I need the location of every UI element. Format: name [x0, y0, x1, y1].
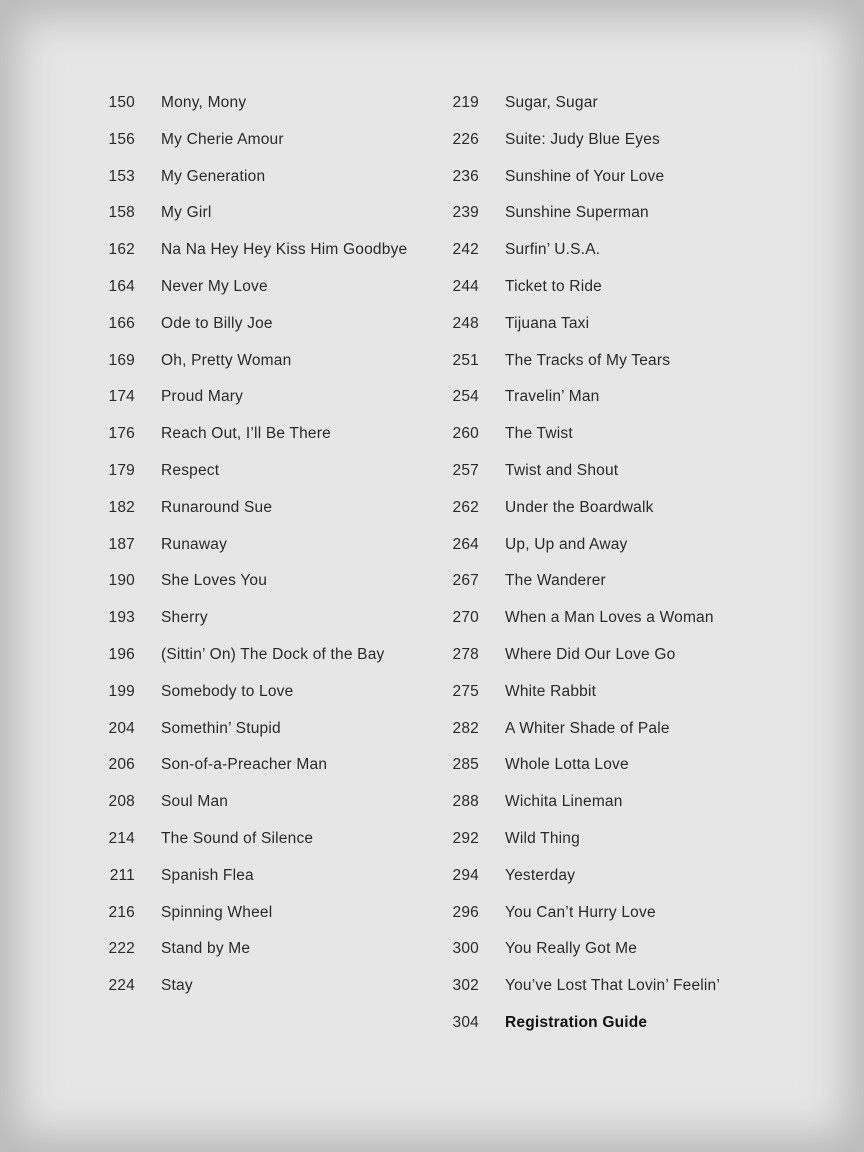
contents-entry: [440, 85, 720, 122]
song-title: Reach Out, I’ll Be There: [161, 425, 331, 443]
page-number: 270: [452, 609, 479, 627]
page-number: 260: [452, 425, 479, 443]
page-number: 304: [452, 1013, 479, 1031]
song-title: Wichita Lineman: [505, 793, 623, 811]
song-title: White Rabbit: [505, 682, 597, 700]
page-number: 153: [108, 167, 135, 185]
contents-entry: [96, 895, 407, 932]
page-number: 164: [108, 277, 135, 295]
page-number: 187: [108, 535, 135, 553]
song-title: Mony, Mony: [161, 94, 247, 111]
contents-entry: [96, 159, 407, 196]
page-number: 158: [108, 204, 135, 222]
page-number: 285: [452, 756, 479, 774]
song-title: When a Man Loves a Woman: [505, 609, 714, 627]
song-title: Somethin’ Stupid: [161, 719, 281, 737]
song-title: Surfin’ U.S.A.: [505, 241, 601, 259]
contents-entry: [440, 306, 720, 343]
song-title: A Whiter Shade of Pale: [505, 719, 670, 737]
page-number: 162: [108, 241, 135, 259]
song-title: You Really Got Me: [505, 940, 638, 958]
page-number: 226: [452, 130, 479, 148]
page-number: 222: [108, 940, 135, 958]
page-number: 248: [452, 314, 479, 332]
page-number: 300: [452, 940, 479, 958]
page-number: 275: [452, 682, 479, 700]
contents-entry: [96, 527, 407, 564]
contents-entry: [96, 821, 407, 858]
contents-entry: [96, 784, 407, 821]
song-title: Sugar, Sugar: [505, 94, 598, 111]
song-title: Oh, Pretty Woman: [161, 351, 292, 369]
song-title: Na Na Hey Hey Kiss Him Goodbye: [161, 241, 408, 259]
page-number: 236: [452, 167, 479, 185]
contents-entry: [440, 122, 720, 159]
page-number: 288: [452, 793, 479, 811]
contents-entry: [440, 490, 720, 527]
page-number: 239: [452, 204, 479, 222]
contents-entry: [440, 895, 720, 932]
song-title: Ode to Billy Joe: [161, 314, 273, 332]
contents-entry: [96, 306, 407, 343]
page-number: 257: [452, 461, 479, 479]
page-number: 302: [452, 977, 479, 995]
contents-entry: [440, 931, 720, 968]
page-number: 224: [108, 977, 135, 995]
contents-entry: [440, 821, 720, 858]
contents-entry: [96, 674, 407, 711]
song-title: Whole Lotta Love: [505, 756, 629, 774]
contents-entry: [440, 269, 720, 306]
contents-entry: [96, 600, 407, 637]
song-title: Spinning Wheel: [161, 903, 273, 921]
page-number: 262: [452, 498, 479, 516]
page-number: 211: [109, 866, 135, 884]
page-number: 267: [452, 572, 479, 590]
contents-entry: [440, 968, 720, 1005]
page-number: 206: [108, 756, 135, 774]
contents-entry: [440, 195, 720, 232]
song-title: She Loves You: [161, 572, 268, 590]
contents-entry: [440, 453, 720, 490]
page-number: 182: [108, 498, 135, 516]
contents-entry: [96, 637, 407, 674]
contents-entry: [96, 85, 407, 122]
song-title: Where Did Our Love Go: [505, 645, 676, 663]
song-title: Under the Boardwalk: [505, 498, 654, 516]
page-number: 199: [108, 682, 135, 700]
song-title: Suite: Judy Blue Eyes: [505, 130, 660, 148]
page-number: 179: [108, 461, 135, 479]
song-title: Ticket to Ride: [505, 277, 602, 295]
song-title: Stand by Me: [161, 940, 251, 958]
contents-entry: [96, 122, 407, 159]
song-title: Runaway: [161, 535, 228, 553]
contents-entry: [440, 379, 720, 416]
contents-entry: [96, 232, 407, 269]
contents-entry: [440, 637, 720, 674]
contents-entry: [440, 1005, 720, 1042]
song-title: Respect: [161, 461, 220, 479]
contents-entry: [440, 747, 720, 784]
song-title: Tijuana Taxi: [505, 314, 590, 332]
page-number: 204: [108, 719, 135, 737]
contents-entry: [440, 674, 720, 711]
page-number: 214: [108, 829, 135, 847]
contents-entry: [440, 159, 720, 196]
song-title: The Tracks of My Tears: [505, 351, 671, 369]
contents-entry: [440, 563, 720, 600]
song-title: My Girl: [161, 204, 212, 222]
song-title: (Sittin’ On) The Dock of the Bay: [161, 645, 385, 663]
contents-entry: [440, 527, 720, 564]
page-number: 190: [108, 572, 135, 590]
page-number: 296: [452, 903, 479, 921]
page-number: 292: [452, 829, 479, 847]
page-number: 166: [108, 314, 135, 332]
contents-column-right: [440, 85, 720, 1042]
contents-entry: [96, 453, 407, 490]
page-number: 174: [108, 388, 135, 406]
contents-entry: [96, 379, 407, 416]
contents-entry: [96, 931, 407, 968]
song-title: Somebody to Love: [161, 682, 294, 700]
page-number: 216: [108, 903, 135, 921]
contents-entry: [96, 416, 407, 453]
page-number: 242: [452, 241, 479, 259]
page-number: 156: [108, 130, 135, 148]
contents-entry: [96, 269, 407, 306]
contents-entry: [440, 343, 720, 380]
song-title: The Sound of Silence: [161, 829, 314, 847]
contents-entry: [96, 968, 407, 1005]
page-number: 169: [108, 351, 135, 369]
contents-entry: [440, 232, 720, 269]
contents-entry: [96, 563, 407, 600]
page-number: 193: [108, 609, 135, 627]
contents-entry: [440, 784, 720, 821]
song-title: Stay: [161, 977, 193, 995]
page-number: 208: [108, 793, 135, 811]
page-number: 150: [108, 94, 135, 111]
song-title: You’ve Lost That Lovin’ Feelin’: [505, 977, 721, 995]
page-number: 219: [452, 94, 479, 111]
song-title: Sunshine of Your Love: [505, 167, 665, 185]
page-number: 282: [452, 719, 479, 737]
contents-column-left: [96, 85, 407, 1005]
song-title: The Twist: [505, 425, 573, 443]
song-title: Twist and Shout: [505, 461, 619, 479]
song-title: Sherry: [161, 609, 208, 627]
song-title: Up, Up and Away: [505, 535, 628, 553]
song-title: Runaround Sue: [161, 498, 273, 516]
song-title: Soul Man: [161, 793, 229, 811]
page-number: 196: [108, 645, 135, 663]
song-title: My Cherie Amour: [161, 130, 284, 148]
page-number: 278: [452, 645, 479, 663]
contents-entry: [440, 858, 720, 895]
contents-entry: [96, 858, 407, 895]
page-number: 251: [452, 351, 479, 369]
contents-entry: [96, 195, 407, 232]
page-number: 176: [108, 425, 135, 443]
contents-entry: [440, 711, 720, 748]
page-number: 264: [452, 535, 479, 553]
song-title: My Generation: [161, 167, 266, 185]
page-number: 254: [452, 388, 479, 406]
page-number: 244: [452, 277, 479, 295]
contents-entry: [440, 416, 720, 453]
song-title: Registration Guide: [505, 1013, 648, 1031]
song-title: Proud Mary: [161, 388, 244, 406]
song-title: Wild Thing: [505, 829, 580, 847]
contents-entry: [440, 600, 720, 637]
song-title: Never My Love: [161, 277, 268, 295]
contents-entry: [96, 490, 407, 527]
contents-entry: [96, 747, 407, 784]
contents-entry: [96, 343, 407, 380]
song-title: Travelin’ Man: [505, 388, 600, 406]
song-title: Spanish Flea: [161, 866, 254, 884]
song-title: You Can’t Hurry Love: [505, 903, 656, 921]
song-title: Yesterday: [505, 866, 576, 884]
song-title: Sunshine Superman: [505, 204, 649, 222]
page-number: 294: [452, 866, 479, 884]
song-title: The Wanderer: [505, 572, 606, 590]
contents-entry: [96, 711, 407, 748]
song-title: Son-of-a-Preacher Man: [161, 756, 328, 774]
